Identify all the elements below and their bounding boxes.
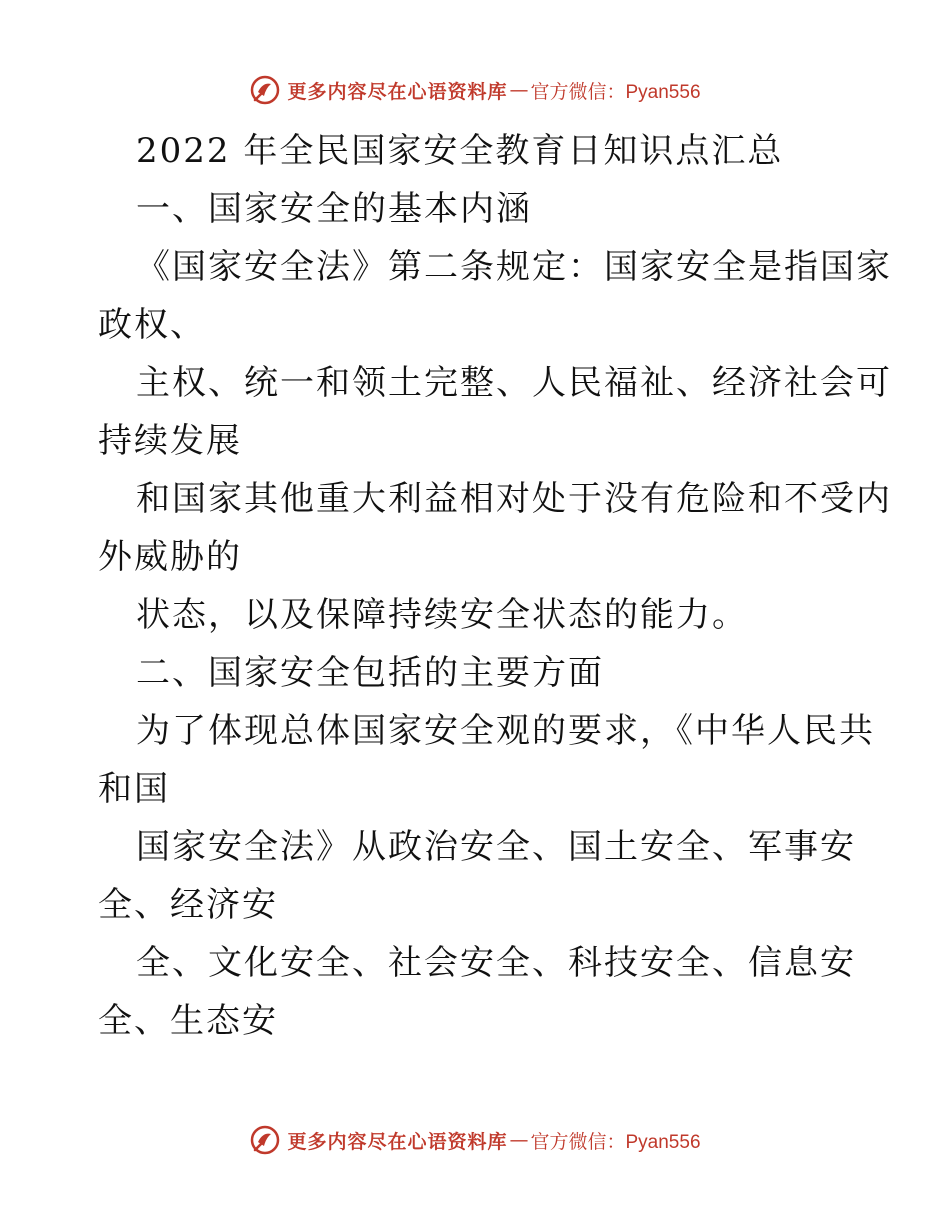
- paragraph-line: 和国: [98, 769, 170, 809]
- logo-icon: [249, 1124, 281, 1156]
- paragraph-line: 持续发展: [98, 421, 242, 461]
- watermark-contact: 官方微信：Pyan556: [530, 1131, 701, 1153]
- paragraph-line: 《国家安全法》第二条规定：国家安全是指国家: [136, 247, 892, 287]
- paragraph-line: 主权、统一和领土完整、人民福祉、经济社会可: [136, 363, 892, 403]
- paragraph-line: 和国家其他重大利益相对处于没有危险和不受内: [136, 479, 892, 519]
- footer-watermark: [0, 1120, 950, 1160]
- watermark-contact: 官方微信：Pyan556: [530, 81, 701, 103]
- logo-icon: [249, 74, 281, 106]
- document-body: [98, 122, 892, 1050]
- paragraph-line: 外威胁的: [98, 537, 242, 577]
- watermark-text: 更多内容尽在心语资料库: [287, 80, 508, 103]
- document-title: 2022 年全民国家安全教育日知识点汇总: [136, 131, 784, 171]
- paragraph-line: 全、生态安: [98, 1001, 278, 1041]
- section-heading: 二、国家安全包括的主要方面: [136, 653, 604, 693]
- paragraph-line: 国家安全法》从政治安全、国土安全、军事安: [136, 827, 856, 867]
- watermark-separator: —: [509, 79, 529, 101]
- watermark-text: 更多内容尽在心语资料库: [287, 1130, 508, 1153]
- section-heading: 一、国家安全的基本内涵: [136, 189, 532, 229]
- header-watermark: [0, 70, 950, 110]
- paragraph-line: 状态，以及保障持续安全状态的能力。: [136, 595, 748, 635]
- paragraph-line: 全、经济安: [98, 885, 278, 925]
- watermark-separator: —: [509, 1129, 529, 1151]
- paragraph-line: 政权、: [98, 305, 206, 345]
- paragraph-line: 为了体现总体国家安全观的要求，《中华人民共: [136, 711, 875, 751]
- paragraph-line: 全、文化安全、社会安全、科技安全、信息安: [136, 943, 856, 983]
